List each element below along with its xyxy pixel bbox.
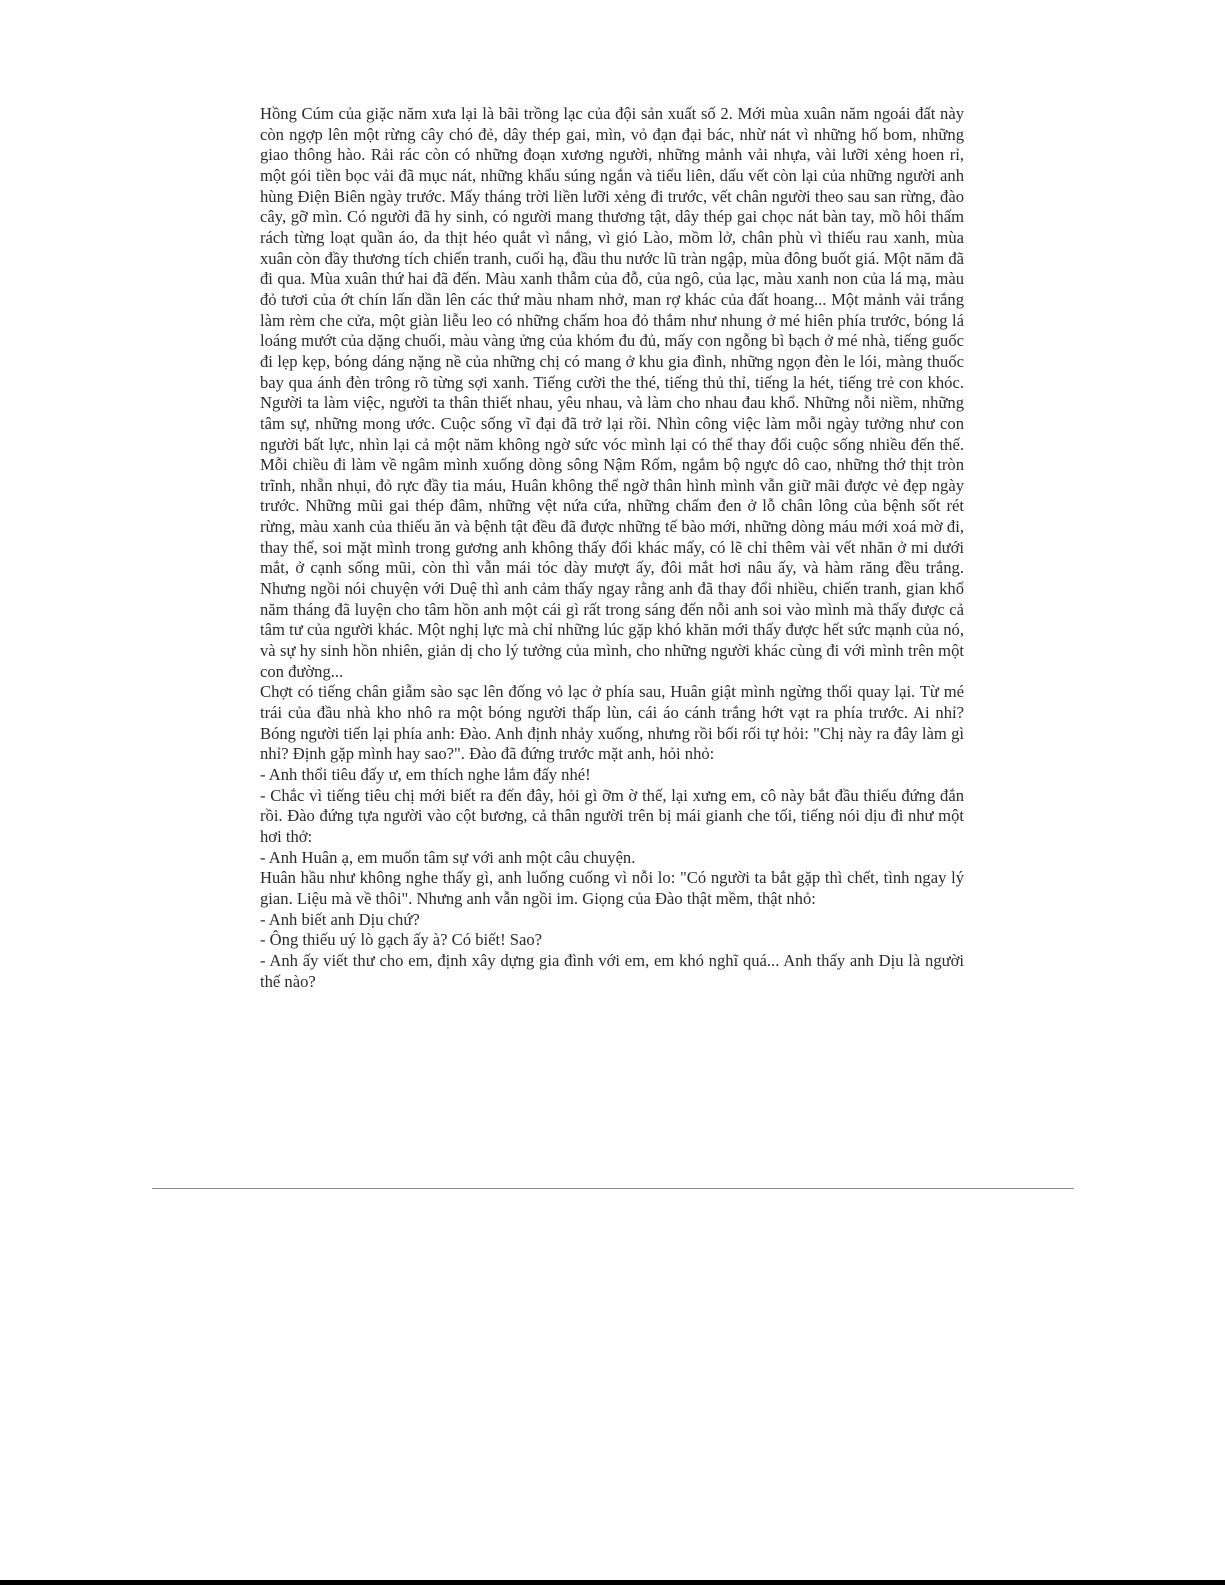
dialogue-line: - Anh Huân ạ, em muốn tâm sự với anh một câu chuyện. [260,847,636,867]
paragraph: Chợt có tiếng chân giẫm sào sạc lên đống vỏ lạc ở phía sau, Huân giật mình ngừng thổi quay lại. Từ mé trái của đầu nhà kho nhô ra một bóng người thấp lùn, cái áo cánh trắng hớt vạt ra phía trước. Ai nhỉ? Bóng người tiến lại phía anh: Đào. Anh định nhảy xuống, nhưng rồi bối rối tự hỏi: "Chị này ra đây làm gì nhỉ? Định gặp mình hay sao?". Đào đã đứng trước mặt anh, hỏi nhỏ: [260,682,964,764]
dialogue-line: - Chắc vì tiếng tiêu chị mới biết ra đến đây, hỏi gì ỡm ờ thế, lại xưng em, cô này bắt đầu thiếu đứng đắn rồi. Đào đứng tựa người vào cột bương, cả thân người trên bị mái gianh che tối, tiếng nói dịu đi như một hơi thở: [260,785,964,846]
footer-divider [152,1188,1074,1189]
paragraph: Huân hầu như không nghe thấy gì, anh luống cuống vì nỗi lo: "Có người ta bắt gặp thì chết, tình ngay lý gian. Liệu mà về thôi". Nhưng anh vẫn ngồi im. Giọng của Đào thật mềm, thật nhỏ: [260,868,964,908]
body-text [260,104,964,992]
dialogue-line: - Ông thiếu uý lò gạch ấy à? Có biết! Sao? [260,930,543,950]
page-bottom-edge [0,1580,1225,1585]
dialogue-line: - Anh thổi tiêu đấy ư, em thích nghe lắm đấy nhé! [260,765,591,784]
dialogue-line: - Anh biết anh Dịu chứ? [260,909,420,929]
paragraph: Hồng Cúm của giặc năm xưa lại là bãi trồng lạc của đội sản xuất số 2. Mới mùa xuân năm ngoái đất này còn ngợp lên một rừng cây chó đẻ, dây thép gai, mìn, vỏ đạn đại bác, nhừ nát vì những hố bom, những giao thông hào. Rải rác còn có những đoạn xương người, những mảnh vải nhựa, vài lưỡi xẻng hoen rỉ, một gói tiền bọc vải đã mục nát, những khẩu súng ngắn và tiểu liên, dấu vết còn lại của những người anh hùng Điện Biên ngày trước. Mấy tháng trời liền lưỡi xẻng đi trước, vết chân người theo sau san rừng, đào cây, gỡ mìn. Có người đã hy sinh, có người mang thương tật, dây thép gai chọc nát bàn tay, mồ hôi thấm rách từng loạt quần áo, da thịt héo quắt vì nắng, vì gió Lào, mồm lở, chân phù vì thiếu rau xanh, mùa xuân còn đầy thương tích chiến tranh, cuối hạ, đầu thu nước lũ tràn ngập, mùa đông buốt giá. Một năm đã đi qua. Mùa xuân thứ hai đã đến. Màu xanh thẫm của đỗ, của ngô, của lạc, màu xanh non của lá mạ, màu đỏ tươi của ớt chín lấn dần lên các thứ màu nham nhở, man rợ khác của đất hoang... Một mảnh vải trắng làm rèm che cửa, một giàn liễu leo có những chấm hoa đỏ thắm như nhung ở mé hiên phía trước, bóng lá loáng mướt của dặng chuối, màu vàng ửng của khóm đu đủ, mấy con ngỗng bì bạch ở mé nhà, tiếng guốc đi lẹp kẹp, bóng dáng nặng nề của những chị có mang ở khu gia đình, những ngọn đèn le lói, màng thuốc bay qua ánh đèn trông rõ từng sợi xanh. Tiếng cười the thé, tiếng thủ thỉ, tiếng la hét, tiếng trẻ con khóc. Người ta làm việc, người ta thân thiết nhau, yêu nhau, và làm cho nhau đau khổ. Những nỗi niềm, những tâm sự, những mong ước. Cuộc sống vĩ đại đã trở lại rồi. Nhìn công việc làm mỗi ngày tưởng như con người bất lực, nhìn lại cả một năm không ngờ sức vóc mình lại có thể thay đổi cuộc sống nhiều đến thế. Mỗi chiều đi làm về ngâm mình xuống dòng sông Nậm Rốm, ngắm bộ ngực dô cao, những thớ thịt tròn trĩnh, nhẵn nhụi, đỏ rực đầy tia máu, Huân không thể ngờ thân hình mình vẫn giữ mãi được vẻ đẹp ngày trước. Những mũi gai thép đâm, những vệt nứa cứa, những chấm đen ở lỗ chân lông của bệnh sốt rét rừng, màu xanh của thiếu ăn và bệnh tật đều đã được những tế bào mới, những dòng máu mới xoá mờ đi, thay thế, soi mặt mình trong gương anh không thấy đổi khác mấy, có lẽ chỉ thêm vài vết nhăn ở mi dưới mắt, ở cạnh sống mũi, còn thì vẫn mái tóc dày mượt ấy, đôi mắt hơi nâu ấy, và hàm răng đều trắng. Nhưng ngồi nói chuyện với Duệ thì anh cảm thấy ngay rằng anh đã thay đổi nhiều, chiến tranh, gian khổ năm tháng đã luyện cho tâm hồn anh một cái gì rất trong sáng đến nỗi anh soi vào mình mà thấy được cả tâm tư của người khác. Một nghị lực mà chỉ những lúc gặp khó khăn mới thấy được hết sức mạnh của nó, và sự hy sinh hồn nhiên, giản dị cho lý tưởng của mình, cho những người khác cùng đi với mình trên một con đường... [260,104,964,681]
dialogue-line: - Anh ấy viết thư cho em, định xây dựng gia đình với em, em khó nghĩ quá... Anh thấy anh Dịu là người thế nào? [260,950,964,991]
